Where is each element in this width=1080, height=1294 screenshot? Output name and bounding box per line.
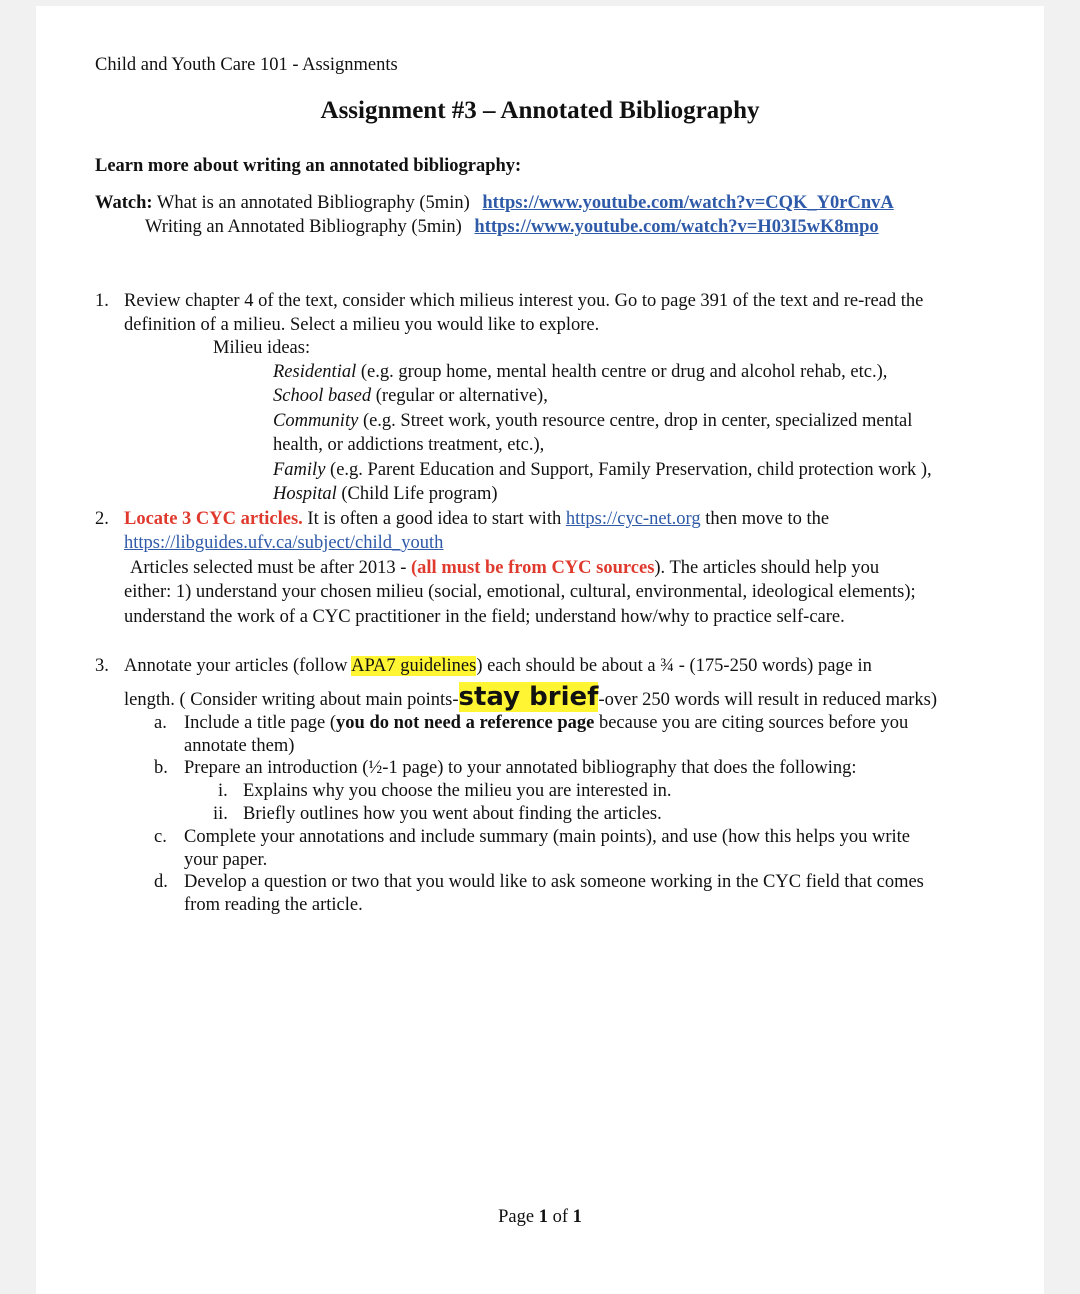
item3-text: length. ( Consider writing about main points- xyxy=(124,690,459,710)
learn-more-heading: Learn more about writing an annotated bibliography: xyxy=(95,156,522,176)
subitem-bi-marker: i. xyxy=(218,781,228,801)
item3-bold-text: you do not need a reference page xyxy=(336,713,595,733)
milieu-idea-desc: (Child Life program) xyxy=(336,484,498,504)
item1-line1: Review chapter 4 of the text, consider which milieus interest you. Go to page 391 of the text and re-read the xyxy=(124,291,924,311)
milieu-idea-desc: (e.g. group home, mental health centre or drug and alcohol rehab, etc.), xyxy=(356,362,888,382)
milieu-idea-name: Family xyxy=(273,460,326,480)
subitem-b-marker: b. xyxy=(154,758,168,778)
item3-number: 3. xyxy=(95,656,109,676)
stay-brief-highlight: stay brief xyxy=(458,682,599,712)
item3-text: because you are citing sources before you xyxy=(594,713,909,733)
video2-text: Writing an Annotated Bibliography (5min) xyxy=(145,217,462,237)
cyc-net-link[interactable]: https://cyc-net.org xyxy=(565,509,701,529)
page-footer xyxy=(36,1206,1044,1229)
item2-text: then move to the xyxy=(700,509,830,529)
milieu-idea-name: School based xyxy=(273,386,372,406)
video2-link[interactable]: https://www.youtube.com/watch?v=H03I5wK8mpo xyxy=(474,217,879,237)
footer-text: of xyxy=(547,1207,573,1227)
running-header: Child and Youth Care 101 - Assignments xyxy=(95,55,398,75)
milieu-idea-desc: (e.g. Parent Education and Support, Family Preservation, child protection work ), xyxy=(325,460,932,480)
item1-line2: definition of a milieu. Select a milieu you would like to explore. xyxy=(124,315,600,335)
item2-line2 xyxy=(124,532,443,555)
video1-link[interactable]: https://www.youtube.com/watch?v=CQK_Y0rCnvA xyxy=(482,193,894,213)
milieu-idea-desc: (regular or alternative), xyxy=(371,386,548,406)
item2-text: ). The articles should help you xyxy=(654,558,880,578)
video1-text: What is an annotated Bibliography (5min) xyxy=(156,193,470,213)
watch-line-1 xyxy=(95,192,894,215)
subitem-bii-marker: ii. xyxy=(213,804,228,824)
milieu-idea xyxy=(273,410,912,433)
item3-text: -over 250 words will result in reduced marks) xyxy=(598,690,938,710)
subitem-a-line1 xyxy=(184,712,908,735)
milieu-idea xyxy=(273,361,887,384)
subitem-b-line1: Prepare an introduction (½-1 page) to your annotated bibliography that does the following: xyxy=(184,758,857,778)
item3-text: Include a title page ( xyxy=(184,713,337,733)
subitem-a-line2: annotate them) xyxy=(184,736,295,756)
item2-line4: either: 1) understand your chosen milieu (social, emotional, cultural, environmental, ideological elements); xyxy=(124,582,916,602)
document-page xyxy=(36,6,1044,1294)
milieu-idea-name: Hospital xyxy=(273,484,337,504)
subitem-bi: Explains why you choose the milieu you are interested in. xyxy=(243,781,672,801)
item3-text: Annotate your articles (follow xyxy=(124,656,352,676)
item2-text: It is often a good idea to start with xyxy=(302,509,566,529)
apa7-highlight: APA7 guidelines xyxy=(351,656,477,676)
milieu-idea-name: Residential xyxy=(273,362,357,382)
subitem-a-marker: a. xyxy=(154,713,167,733)
item2-red-lead: Locate 3 CYC articles. xyxy=(124,509,303,529)
milieu-idea xyxy=(273,434,544,457)
watch-line-2 xyxy=(145,216,879,239)
subitem-c-marker: c. xyxy=(154,827,167,847)
current-page-number: 1 xyxy=(538,1207,548,1227)
subitem-d-line1: Develop a question or two that you would like to ask someone working in the CYC field that comes xyxy=(184,872,924,892)
page-title: Assignment #3 – Annotated Bibliography xyxy=(320,97,760,124)
milieu-idea-desc: health, or addictions treatment, etc.), xyxy=(273,435,545,455)
item1-number: 1. xyxy=(95,291,109,311)
total-page-number: 1 xyxy=(572,1207,582,1227)
item3-line1 xyxy=(124,655,872,678)
milieu-ideas-label: Milieu ideas: xyxy=(213,338,311,358)
subitem-c-line2: your paper. xyxy=(184,850,268,870)
item3-text: ) each should be about a ¾ - (175-250 words) page in xyxy=(476,656,872,676)
subitem-bii: Briefly outlines how you went about finding the articles. xyxy=(243,804,662,824)
item2-line1 xyxy=(124,508,829,531)
milieu-idea xyxy=(273,483,498,506)
item2-line5: understand the work of a CYC practitioner in the field; understand how/why to practice self-care. xyxy=(124,607,845,627)
subitem-d-marker: d. xyxy=(154,872,168,892)
footer-text: Page xyxy=(498,1207,539,1227)
libguides-link[interactable]: https://libguides.ufv.ca/subject/child_youth xyxy=(124,533,444,553)
item3-line2 xyxy=(124,682,937,715)
milieu-idea-name: Community xyxy=(273,411,359,431)
milieu-idea xyxy=(273,459,932,482)
subitem-c-line1: Complete your annotations and include summary (main points), and use (how this helps you write xyxy=(184,827,910,847)
watch-label: Watch: xyxy=(95,193,153,213)
milieu-idea xyxy=(273,385,548,408)
milieu-idea-desc: (e.g. Street work, youth resource centre, drop in center, specialized mental xyxy=(358,411,913,431)
item2-number: 2. xyxy=(95,509,109,529)
item2-line3 xyxy=(130,557,879,580)
subitem-d-line2: from reading the article. xyxy=(184,895,363,915)
item2-text: Articles selected must be after 2013 - xyxy=(130,558,411,578)
item2-red-text: (all must be from CYC sources xyxy=(411,558,655,578)
